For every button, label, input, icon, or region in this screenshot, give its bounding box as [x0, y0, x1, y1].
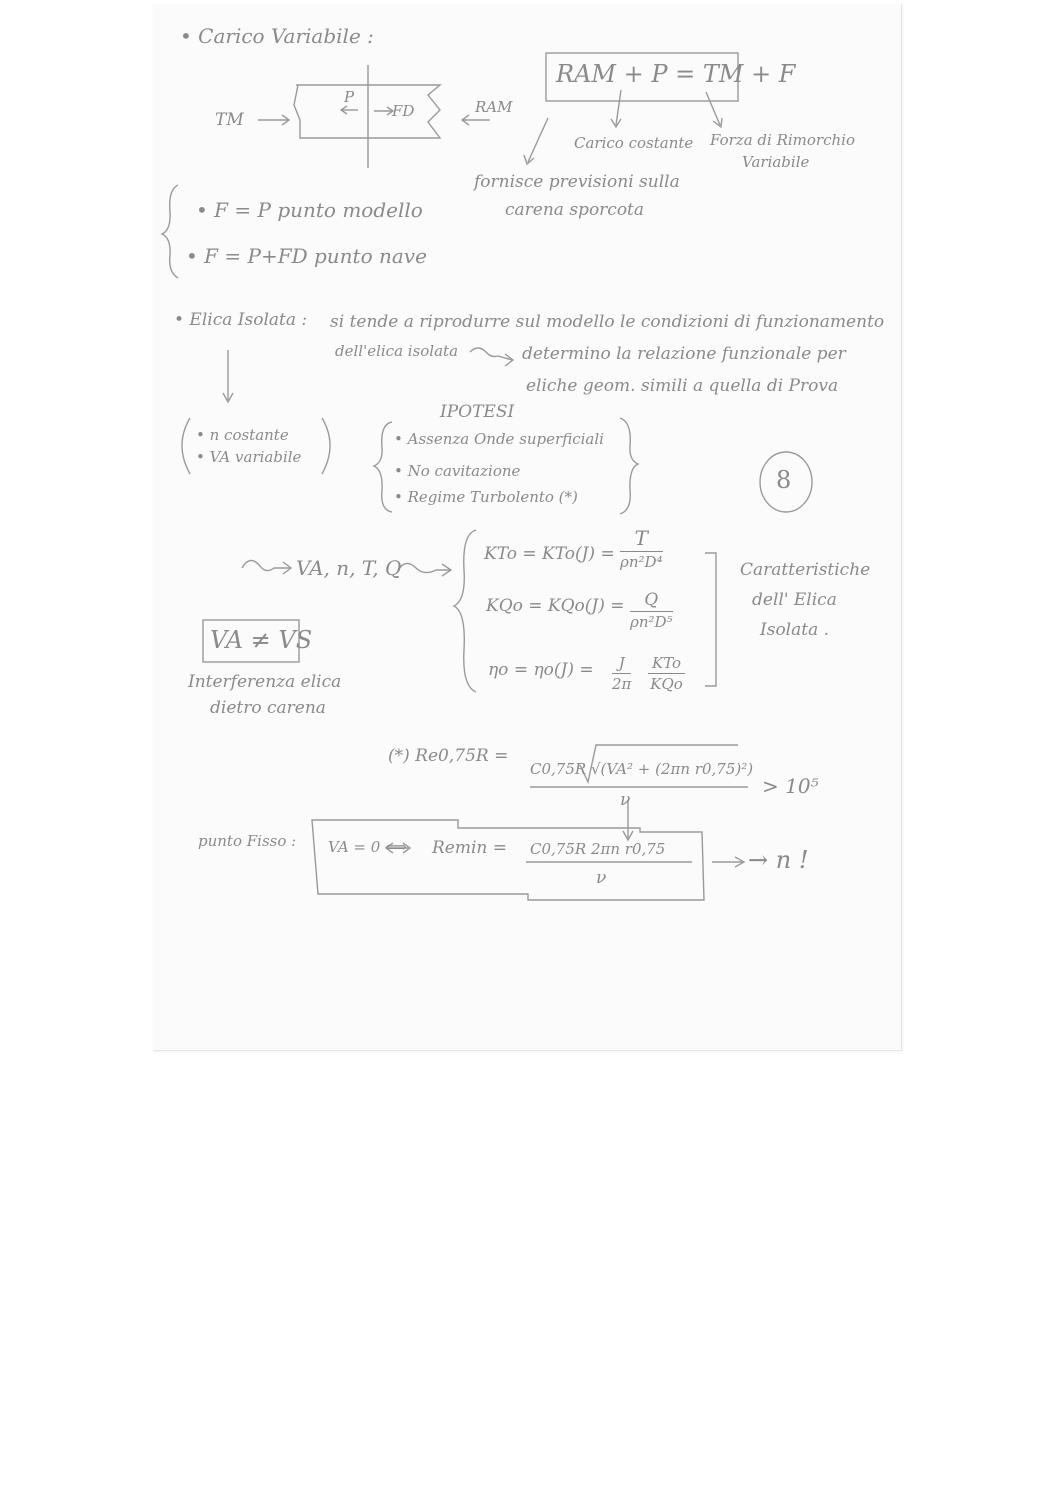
characteristics-3: Isolata .	[760, 620, 830, 640]
note-mid: Carico costante	[574, 134, 694, 152]
p-label: P	[344, 88, 355, 106]
ipotesi-brace-left	[374, 422, 392, 512]
kq-den: ρn²D⁵	[630, 613, 673, 631]
elica-line-3: eliche geom. simili a quella di Prova	[526, 376, 839, 396]
fd-label: FD	[392, 102, 415, 120]
pointer-left	[528, 118, 548, 162]
equation: RAM + P = TM + F	[556, 60, 796, 88]
ipotesi-brace-right	[620, 418, 638, 514]
note-left-1: fornisce previsioni sulla	[474, 172, 680, 192]
eta-n2: KTo	[648, 654, 685, 674]
re-denominator: ν	[620, 790, 631, 810]
va-vs: VA ≠ VS	[210, 626, 313, 654]
ipotesi-3: • Regime Turbolento (*)	[394, 488, 578, 506]
kq-lhs: KQo = KQo(J) =	[486, 596, 625, 616]
pointer-right	[706, 92, 720, 125]
eta-fraction-1	[612, 654, 631, 693]
note-right-1: Forza di Rimorchio	[710, 131, 855, 149]
re-numerator: C0,75R √(VA² + (2πn r0,75)²)	[530, 760, 754, 778]
variables: VA, n, T, Q	[296, 556, 402, 580]
interference-2: dietro carena	[210, 698, 326, 718]
section-title-carico: • Carico Variabile :	[180, 24, 374, 48]
fixed-re: Remin =	[432, 838, 508, 858]
kt-fraction	[620, 526, 663, 571]
system-brace	[454, 530, 476, 692]
cases-brace	[162, 185, 178, 278]
kt-num: T	[620, 526, 663, 552]
kt-den: ρn²D⁴	[620, 553, 663, 571]
kt-lhs: KTo = KTo(J) =	[484, 544, 615, 564]
elica-line-1: si tende a riprodurre sul modello le condizioni di funzionamento	[330, 312, 885, 332]
fixed-result: → n !	[748, 846, 809, 874]
squiggle-arrow-2	[242, 560, 290, 570]
kq-num: Q	[630, 590, 673, 612]
ipotesi-2: • No cavitazione	[394, 462, 521, 480]
eta-fraction-2	[648, 654, 685, 693]
condition-va: • VA variabile	[196, 448, 302, 466]
kq-fraction	[630, 590, 673, 631]
re-label: (*) Re0,75R =	[388, 746, 509, 766]
page-number: 8	[776, 466, 792, 494]
ipotesi-1: • Assenza Onde superficiali	[394, 430, 604, 448]
system-bracket	[705, 553, 716, 686]
condition-n: • n costante	[196, 426, 289, 444]
tm-label: TM	[215, 110, 244, 130]
interference-1: Interferenza elica	[188, 672, 342, 692]
fixed-point-box	[312, 820, 704, 900]
case-model: • F = P punto modello	[196, 198, 423, 222]
eta-n1: J	[612, 654, 631, 674]
section-title-elica: • Elica Isolata :	[174, 310, 308, 330]
characteristics-2: dell' Elica	[752, 590, 837, 610]
note-right-2: Variabile	[742, 153, 810, 171]
hull-block	[294, 85, 440, 138]
characteristics-1: Caratteristiche	[740, 560, 871, 580]
re-condition: > 10⁵	[762, 774, 819, 798]
eta-lhs: ηo = ηo(J) =	[488, 660, 594, 680]
case-ship: • F = P+FD punto nave	[186, 244, 427, 268]
fixed-numerator: C0,75R 2πn r0,75	[530, 840, 666, 858]
eta-d2: KQo	[650, 675, 683, 693]
eta-d1: 2π	[612, 675, 632, 693]
elica-line-2a: dell'elica isolata	[335, 342, 459, 360]
fixed-va: VA = 0 ⟺	[328, 838, 407, 856]
elica-line-2b: determino la relazione funzionale per	[522, 344, 846, 364]
fixed-label: punto Fisso :	[198, 832, 297, 850]
note-left-2: carena sporcota	[505, 200, 645, 220]
paren-right	[322, 418, 330, 474]
fixed-denominator: ν	[596, 868, 607, 888]
ipotesi-title: IPOTESI	[440, 402, 515, 422]
paren-left	[182, 418, 190, 474]
ram-label: RAM	[475, 98, 513, 116]
